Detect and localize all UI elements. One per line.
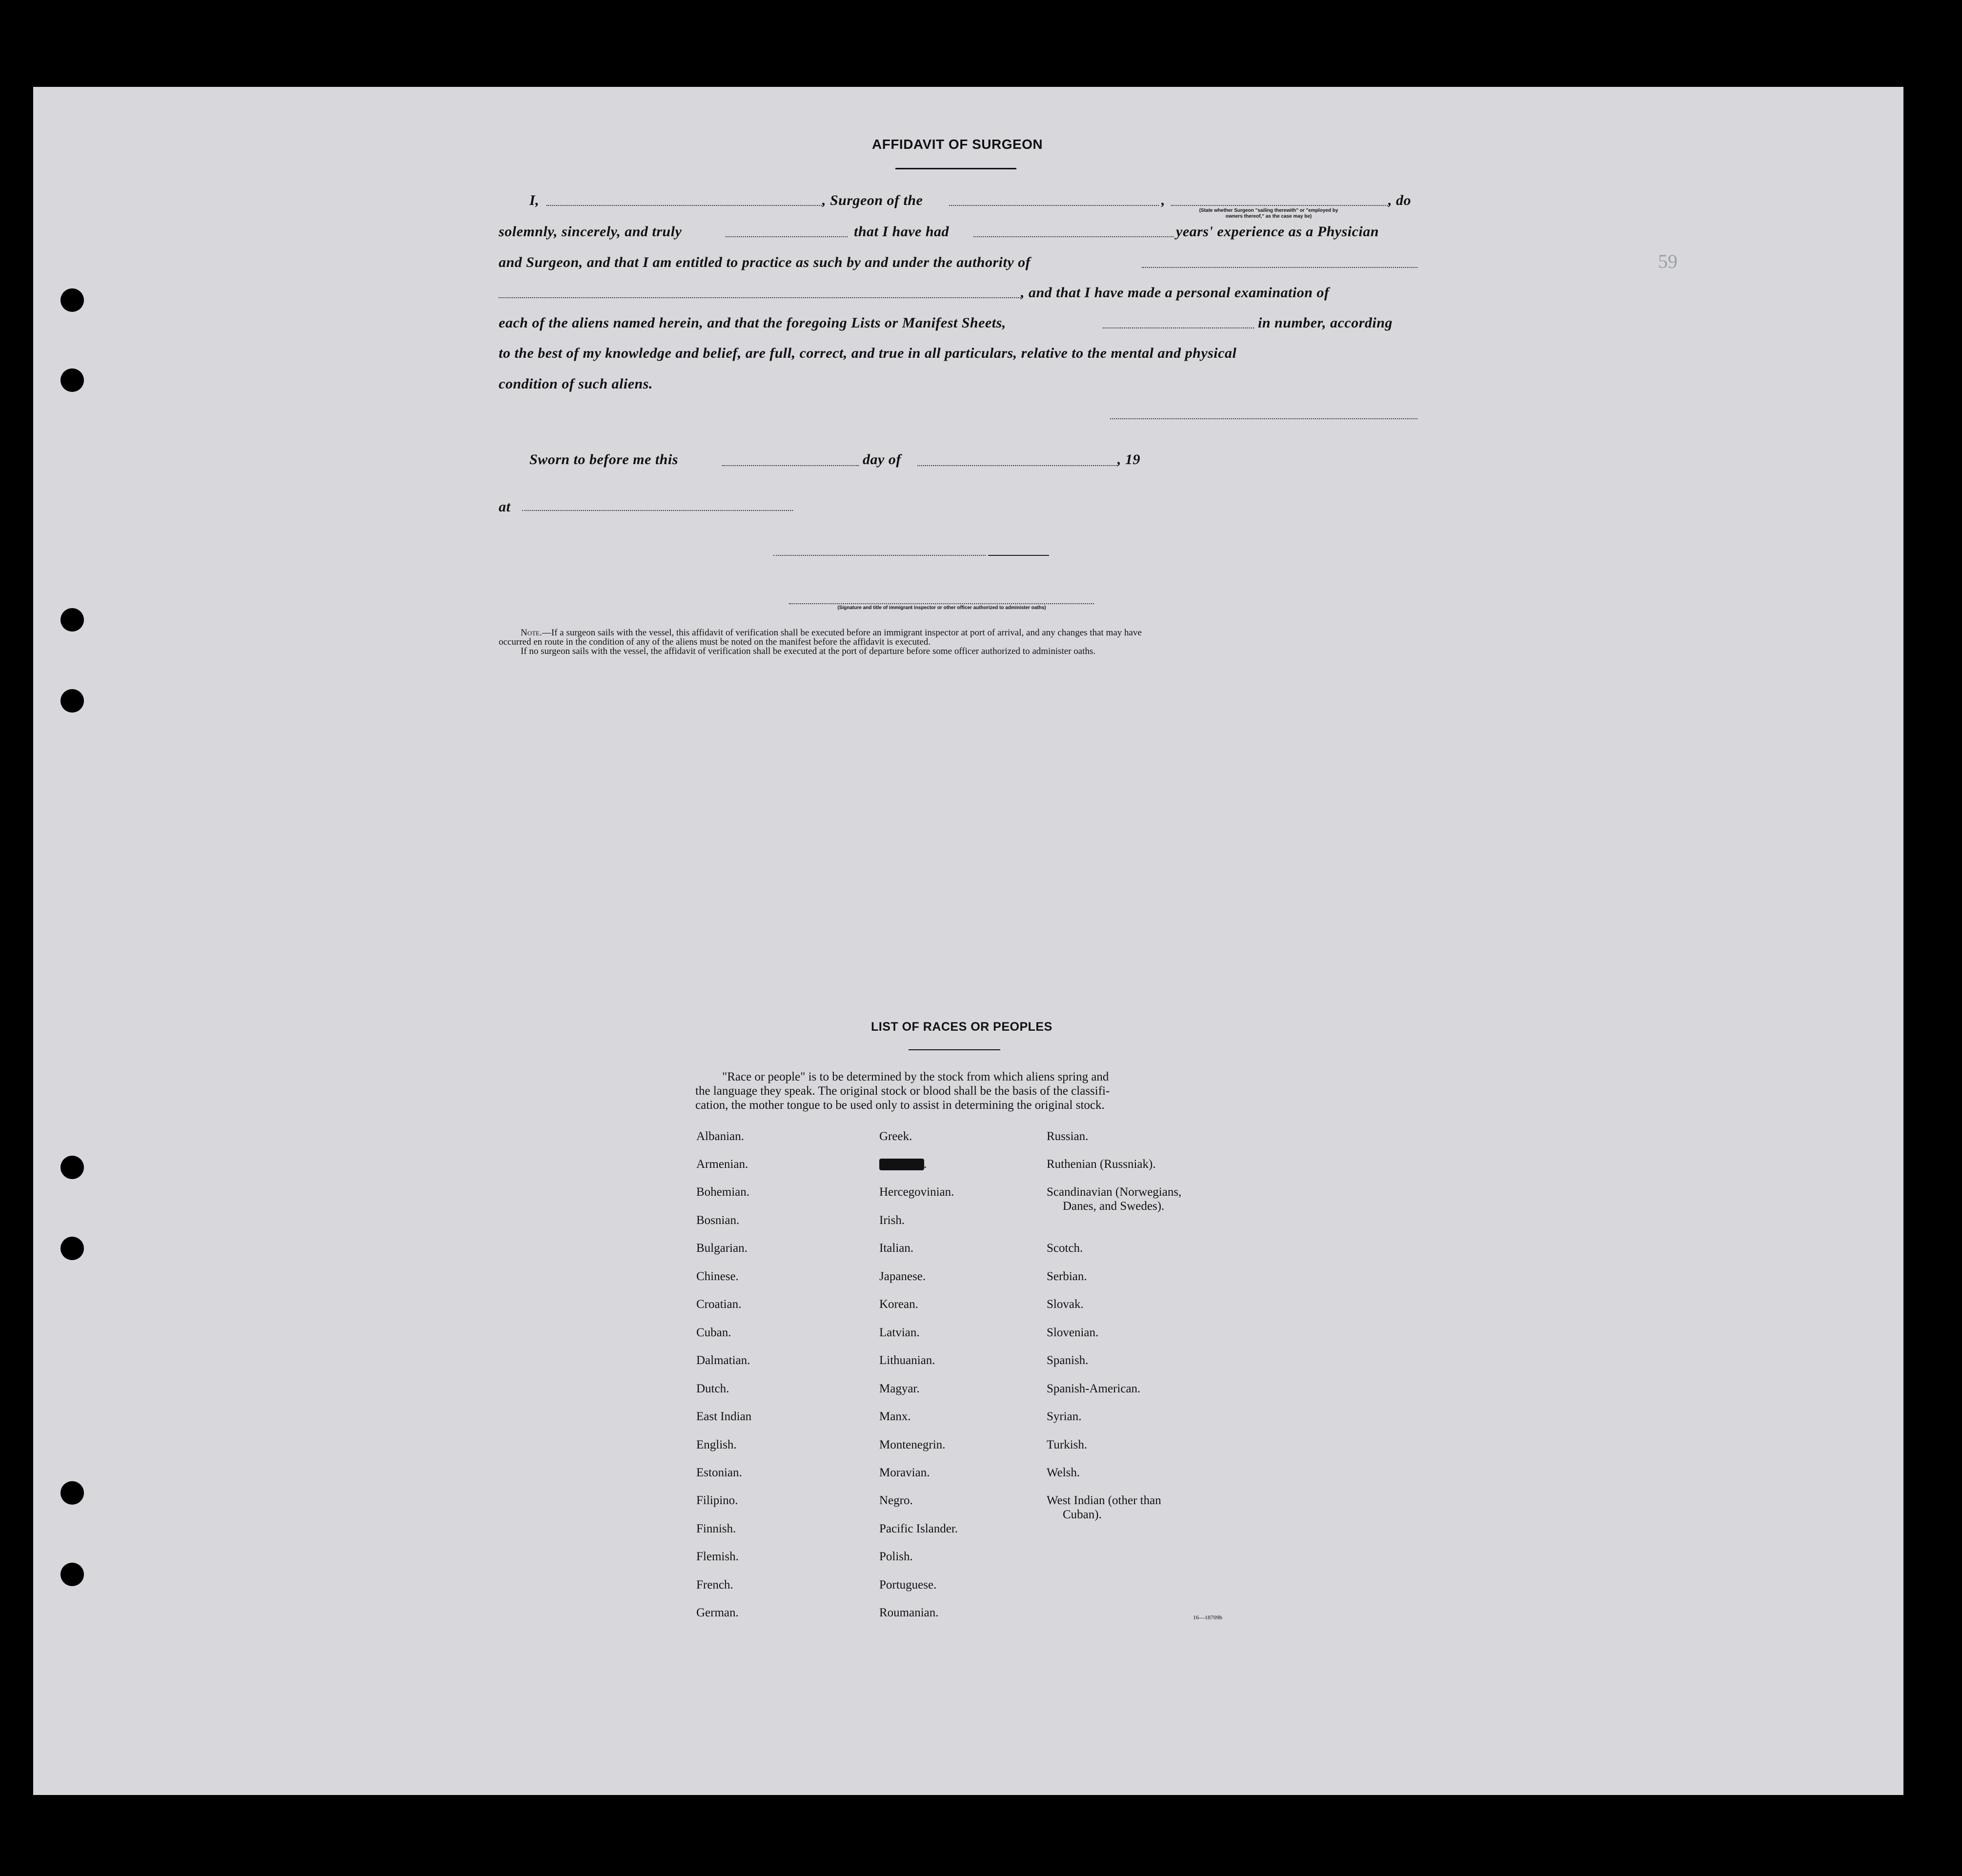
- affidavit-title: AFFIDAVIT OF SURGEON: [872, 137, 1043, 152]
- races-intro-line-3: cation, the mother tongue to be used only to assist in determining the original stock.: [695, 1099, 1105, 1112]
- race-item: Serbian.: [1047, 1270, 1087, 1283]
- binder-hole: [61, 689, 84, 713]
- blank-sworn-day[interactable]: [722, 465, 859, 466]
- binder-hole: [61, 608, 84, 632]
- binder-hole: [61, 368, 84, 392]
- blank-surgeon-name[interactable]: [546, 205, 822, 206]
- day-of-label: day of: [863, 451, 901, 468]
- affidavit-line-7: condition of such aliens.: [499, 376, 653, 392]
- race-item: Pacific Islander.: [879, 1522, 958, 1535]
- margin-page-number: 59: [1658, 250, 1678, 272]
- race-item: Cuban).: [1063, 1508, 1102, 1521]
- races-title: LIST OF RACES OR PEOPLES: [871, 1020, 1052, 1034]
- affidavit-line-2-end: years' experience as a Physician: [1176, 224, 1379, 240]
- affidavit-line-5-end: in number, according: [1258, 315, 1393, 331]
- race-item: Scotch.: [1047, 1242, 1083, 1255]
- race-item: Bulgarian.: [696, 1242, 748, 1255]
- race-item: Manx.: [879, 1410, 911, 1423]
- race-item: Korean.: [879, 1298, 918, 1311]
- races-title-underline: [909, 1049, 1000, 1050]
- affidavit-line-1-comma: ,: [1161, 192, 1165, 208]
- race-item: Cuban.: [696, 1326, 731, 1339]
- race-item: Ruthenian (Russniak).: [1047, 1158, 1156, 1171]
- affidavit-line-1-do: , do: [1388, 192, 1411, 208]
- form-code: 16—18709b: [1193, 1614, 1222, 1621]
- race-item: Filipino.: [696, 1494, 738, 1507]
- surgeon-signature-line[interactable]: [1110, 418, 1417, 419]
- affidavit-line-4: , and that I have made a personal examination of: [1021, 285, 1330, 301]
- race-item: Spanish-American.: [1047, 1382, 1141, 1395]
- blank-affirm[interactable]: [726, 236, 848, 237]
- race-item: Bohemian.: [696, 1185, 750, 1199]
- race-item: Welsh.: [1047, 1466, 1080, 1479]
- binder-hole: [61, 1481, 84, 1505]
- blank-authority-continued[interactable]: [499, 297, 1021, 298]
- race-item: Chinese.: [696, 1270, 739, 1283]
- race-item: Roumanian.: [879, 1606, 939, 1619]
- race-item: Spanish.: [1047, 1354, 1089, 1367]
- note-line-2: occurred en route in the condition of any of the aliens must be noted on the manifest before the affidavit is executed.: [499, 637, 930, 647]
- race-item: Hercegovinian.: [879, 1185, 954, 1199]
- race-item: Armenian.: [696, 1158, 748, 1171]
- affidavit-line-5-start: each of the aliens named herein, and that the foregoing Lists or Manifest Sheets,: [499, 315, 1006, 331]
- binder-hole: [61, 1156, 84, 1179]
- blank-at-place[interactable]: [522, 510, 793, 511]
- affidavit-line-1-i: I,: [529, 192, 540, 208]
- race-item: Slovak.: [1047, 1298, 1084, 1311]
- race-item: German.: [696, 1606, 739, 1619]
- race-item: Greek.: [879, 1130, 912, 1143]
- note-line-3: If no surgeon sails with the vessel, the affidavit of verification shall be executed at the port of departure before some officer authorized to administer oaths.: [521, 646, 1096, 656]
- blank-surgeon-status[interactable]: [1171, 205, 1388, 206]
- race-item: Turkish.: [1047, 1438, 1088, 1451]
- races-intro-line-1: "Race or people" is to be determined by the stock from which aliens spring and: [722, 1070, 1109, 1083]
- race-item: .: [924, 1158, 927, 1171]
- race-item: Dalmatian.: [696, 1354, 750, 1367]
- race-item: Magyar.: [879, 1382, 920, 1395]
- officer-signature-caption: (Signature and title of immigrant inspector or other officer authorized to administer oaths): [837, 605, 1046, 611]
- races-intro-line-2: the language they speak. The original stock or blood shall be the basis of the classifi-: [695, 1084, 1110, 1098]
- race-item: East Indian: [696, 1410, 752, 1423]
- race-item: Danes, and Swedes).: [1063, 1200, 1165, 1213]
- blank-seal-line[interactable]: [773, 555, 986, 556]
- bracket-note: [1176, 208, 1361, 220]
- race-item: Syrian.: [1047, 1410, 1082, 1423]
- affidavit-line-6: to the best of my knowledge and belief, are full, correct, and true in all particulars, relative to the mental and physical: [499, 345, 1237, 361]
- affidavit-line-1-surgeon: , Surgeon of the: [822, 192, 923, 208]
- seal-line-solid: [988, 555, 1049, 556]
- note-text-1: —If a surgeon sails with the vessel, this affidavit of verification shall be executed before an immigrant inspector at port of arrival, and any changes that may have: [542, 628, 1142, 638]
- race-item: Lithuanian.: [879, 1354, 935, 1367]
- race-item: English.: [696, 1438, 737, 1451]
- bracket-note-line-1: (State whether Surgeon "sailing therewith" or "employed by: [1199, 208, 1338, 213]
- note-label: Note.: [521, 628, 542, 638]
- binder-hole: [61, 1237, 84, 1260]
- race-item: Scandinavian (Norwegians,: [1047, 1185, 1182, 1199]
- race-item: Montenegrin.: [879, 1438, 946, 1451]
- race-item: Negro.: [879, 1494, 913, 1507]
- race-item: Dutch.: [696, 1382, 729, 1395]
- blank-sworn-month[interactable]: [917, 465, 1117, 466]
- race-item: Irish.: [879, 1214, 905, 1227]
- year-label: , 19: [1117, 451, 1140, 468]
- race-item: Japanese.: [879, 1270, 926, 1283]
- binder-hole: [61, 1563, 84, 1586]
- title-underline: [895, 168, 1016, 169]
- race-item: Italian.: [879, 1242, 914, 1255]
- race-item: Russian.: [1047, 1130, 1089, 1143]
- binder-hole: [61, 288, 84, 312]
- affidavit-line-2-start: solemnly, sincerely, and truly: [499, 224, 682, 240]
- race-item: Croatian.: [696, 1298, 742, 1311]
- race-item: Estonian.: [696, 1466, 742, 1479]
- race-item: Bosnian.: [696, 1214, 740, 1227]
- blank-sheet-count[interactable]: [1103, 327, 1254, 328]
- affidavit-note: [499, 628, 1418, 656]
- blank-years-experience[interactable]: [973, 236, 1173, 237]
- race-item: French.: [696, 1578, 733, 1591]
- blank-authority[interactable]: [1142, 267, 1417, 268]
- race-item: Moravian.: [879, 1466, 930, 1479]
- race-item: Flemish.: [696, 1550, 739, 1563]
- race-item: Finnish.: [696, 1522, 736, 1535]
- race-item: Portuguese.: [879, 1578, 937, 1591]
- form-sheet: [33, 87, 1903, 1795]
- race-item: Latvian.: [879, 1326, 920, 1339]
- race-item: Polish.: [879, 1550, 913, 1563]
- sworn-label: Sworn to before me this: [529, 451, 678, 468]
- redaction-mark: [879, 1159, 924, 1170]
- affidavit-line-3: and Surgeon, and that I am entitled to practice as such by and under the authority of: [499, 254, 1031, 270]
- note-line-1: [499, 628, 1418, 637]
- at-label: at: [499, 499, 511, 515]
- blank-vessel-name[interactable]: [949, 205, 1159, 206]
- race-item: Albanian.: [696, 1130, 744, 1143]
- race-item: West Indian (other than: [1047, 1494, 1161, 1507]
- race-item: Slovenian.: [1047, 1326, 1099, 1339]
- affidavit-line-2-mid: that I have had: [854, 224, 950, 240]
- bracket-note-line-2: owners thereof," as the case may be): [1225, 214, 1312, 219]
- officer-signature-line[interactable]: [789, 603, 1094, 604]
- races-intro: [695, 1070, 1110, 1112]
